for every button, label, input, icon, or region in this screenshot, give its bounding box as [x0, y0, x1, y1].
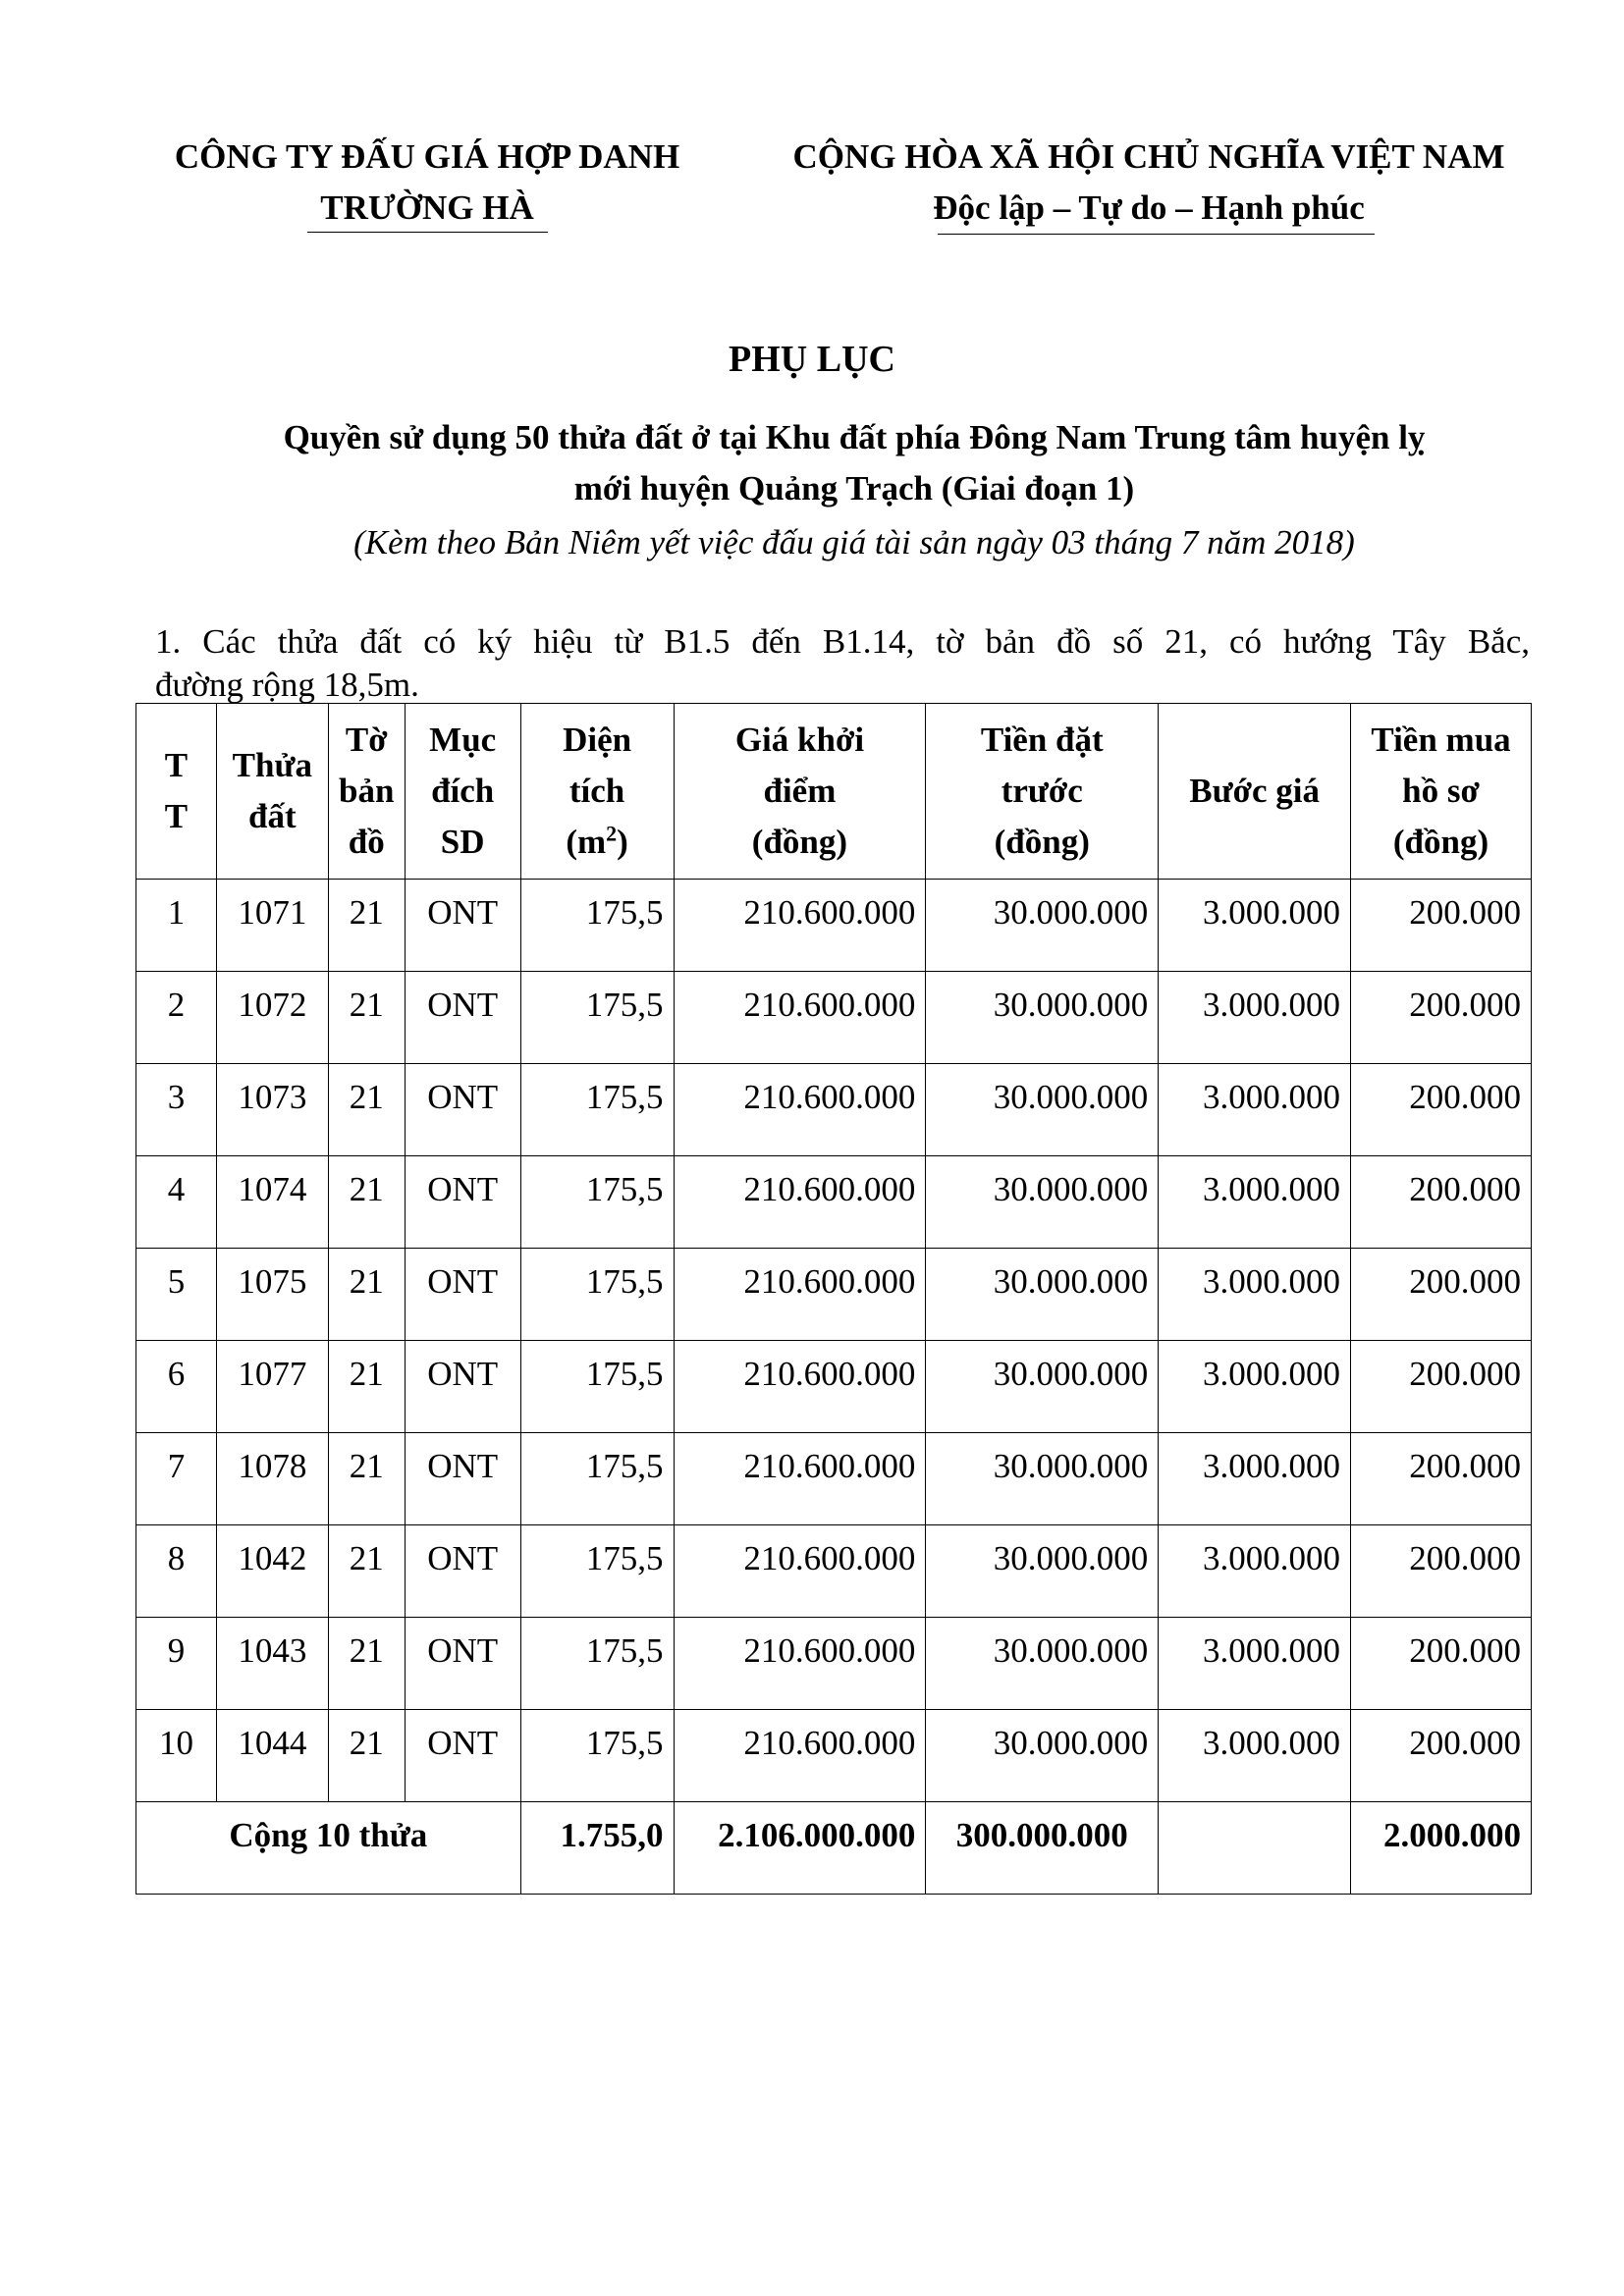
cell-step: 3.000.000 [1159, 1710, 1351, 1802]
motto-underline [938, 234, 1375, 235]
cell-tt: 8 [136, 1525, 217, 1618]
table-row [136, 1341, 1532, 1433]
cell-sheet: 21 [328, 1064, 405, 1156]
cell-price: 210.600.000 [674, 972, 926, 1064]
section-description-line2: đường rộng 18,5m. [155, 666, 419, 704]
cell-price: 210.600.000 [674, 1525, 926, 1618]
cell-price: 210.600.000 [674, 880, 926, 972]
cell-area: 175,5 [520, 1618, 674, 1710]
total-price: 2.106.000.000 [674, 1802, 926, 1895]
total-step [1159, 1802, 1351, 1895]
header-price-step: Bước giá [1159, 704, 1351, 880]
table-row [136, 972, 1532, 1064]
cell-sheet: 21 [328, 1433, 405, 1525]
cell-area: 175,5 [520, 1064, 674, 1156]
org-header [137, 132, 717, 234]
cell-price: 210.600.000 [674, 1341, 926, 1433]
cell-area: 175,5 [520, 1433, 674, 1525]
table-row [136, 1064, 1532, 1156]
header-dossier-fee: Tiền mua hồ sơ (đồng) [1351, 704, 1532, 880]
table-row [136, 1618, 1532, 1710]
cell-area: 175,5 [520, 1525, 674, 1618]
cell-tt: 4 [136, 1156, 217, 1249]
document-note: (Kèm theo Bản Niêm yết việc đấu giá tài sản ngày 03 tháng 7 năm 2018) [353, 523, 1355, 561]
table-header-row [136, 704, 1532, 880]
cell-parcel: 1075 [216, 1249, 328, 1341]
total-deposit: 300.000.000 [926, 1802, 1159, 1895]
subtitle-line1: Quyền sử dụng 50 thửa đất ở tại Khu đất phía Đông Nam Trung tâm huyện lỵ [283, 418, 1426, 456]
table-row [136, 1156, 1532, 1249]
cell-tt: 3 [136, 1064, 217, 1156]
cell-parcel: 1077 [216, 1341, 328, 1433]
cell-parcel: 1071 [216, 880, 328, 972]
cell-sheet: 21 [328, 1525, 405, 1618]
cell-deposit: 30.000.000 [926, 1618, 1159, 1710]
land-parcel-table [135, 703, 1532, 1895]
cell-purpose: ONT [405, 1433, 520, 1525]
table-row [136, 1433, 1532, 1525]
national-header [741, 132, 1556, 234]
document-subtitle [177, 412, 1532, 514]
cell-tt: 2 [136, 972, 217, 1064]
cell-fee: 200.000 [1351, 1156, 1532, 1249]
cell-fee: 200.000 [1351, 1249, 1532, 1341]
total-fee: 2.000.000 [1351, 1802, 1532, 1895]
cell-fee: 200.000 [1351, 1525, 1532, 1618]
cell-sheet: 21 [328, 1156, 405, 1249]
cell-price: 210.600.000 [674, 1249, 926, 1341]
cell-tt: 6 [136, 1341, 217, 1433]
cell-price: 210.600.000 [674, 1710, 926, 1802]
cell-purpose: ONT [405, 880, 520, 972]
cell-tt: 5 [136, 1249, 217, 1341]
total-label: Cộng 10 thửa [136, 1802, 521, 1895]
cell-tt: 1 [136, 880, 217, 972]
header-parcel: Thửa đất [216, 704, 328, 880]
org-name-line1: CÔNG TY ĐẤU GIÁ HỢP DANH [174, 137, 680, 176]
cell-price: 210.600.000 [674, 1618, 926, 1710]
cell-sheet: 21 [328, 1341, 405, 1433]
cell-deposit: 30.000.000 [926, 1249, 1159, 1341]
cell-purpose: ONT [405, 1341, 520, 1433]
cell-tt: 7 [136, 1433, 217, 1525]
header-starting-price: Giá khởi điểm (đồng) [674, 704, 926, 880]
total-area: 1.755,0 [520, 1802, 674, 1895]
cell-purpose: ONT [405, 1710, 520, 1802]
cell-purpose: ONT [405, 972, 520, 1064]
cell-step: 3.000.000 [1159, 1618, 1351, 1710]
cell-area: 175,5 [520, 880, 674, 972]
cell-area: 175,5 [520, 1249, 674, 1341]
header-map-sheet: Tờ bản đồ [328, 704, 405, 880]
cell-deposit: 30.000.000 [926, 1156, 1159, 1249]
cell-sheet: 21 [328, 1249, 405, 1341]
cell-purpose: ONT [405, 1249, 520, 1341]
cell-parcel: 1073 [216, 1064, 328, 1156]
cell-fee: 200.000 [1351, 880, 1532, 972]
cell-step: 3.000.000 [1159, 880, 1351, 972]
cell-price: 210.600.000 [674, 1064, 926, 1156]
cell-sheet: 21 [328, 972, 405, 1064]
org-underline [307, 232, 548, 233]
cell-fee: 200.000 [1351, 1618, 1532, 1710]
cell-step: 3.000.000 [1159, 1433, 1351, 1525]
cell-parcel: 1042 [216, 1525, 328, 1618]
cell-parcel: 1072 [216, 972, 328, 1064]
document-title: PHỤ LỤC [729, 339, 895, 380]
cell-sheet: 21 [328, 880, 405, 972]
cell-purpose: ONT [405, 1156, 520, 1249]
cell-step: 3.000.000 [1159, 1525, 1351, 1618]
cell-tt: 9 [136, 1618, 217, 1710]
header-tt: T T [136, 704, 217, 880]
cell-fee: 200.000 [1351, 1433, 1532, 1525]
cell-step: 3.000.000 [1159, 1156, 1351, 1249]
cell-purpose: ONT [405, 1525, 520, 1618]
cell-fee: 200.000 [1351, 1064, 1532, 1156]
cell-fee: 200.000 [1351, 1710, 1532, 1802]
cell-area: 175,5 [520, 972, 674, 1064]
cell-parcel: 1074 [216, 1156, 328, 1249]
org-name-line2: TRƯỜNG HÀ [320, 188, 534, 227]
cell-purpose: ONT [405, 1064, 520, 1156]
cell-step: 3.000.000 [1159, 1249, 1351, 1341]
cell-deposit: 30.000.000 [926, 1341, 1159, 1433]
table-row [136, 880, 1532, 972]
cell-price: 210.600.000 [674, 1156, 926, 1249]
cell-sheet: 21 [328, 1710, 405, 1802]
cell-sheet: 21 [328, 1618, 405, 1710]
cell-fee: 200.000 [1351, 1341, 1532, 1433]
cell-step: 3.000.000 [1159, 972, 1351, 1064]
cell-deposit: 30.000.000 [926, 972, 1159, 1064]
nation-name: CỘNG HÒA XÃ HỘI CHỦ NGHĨA VIỆT NAM [792, 137, 1505, 176]
cell-area: 175,5 [520, 1341, 674, 1433]
subtitle-line2: mới huyện Quảng Trạch (Giai đoạn 1) [573, 469, 1135, 507]
header-purpose: Mục đích SD [405, 704, 520, 880]
table-row [136, 1525, 1532, 1618]
cell-tt: 10 [136, 1710, 217, 1802]
table-row [136, 1710, 1532, 1802]
cell-step: 3.000.000 [1159, 1064, 1351, 1156]
header-deposit: Tiền đặt trước (đồng) [926, 704, 1159, 880]
table-row [136, 1249, 1532, 1341]
nation-motto: Độc lập – Tự do – Hạnh phúc [933, 188, 1365, 227]
cell-step: 3.000.000 [1159, 1341, 1351, 1433]
header-area: Diện tích $(m^2)$ [520, 704, 674, 880]
cell-area: 175,5 [520, 1710, 674, 1802]
cell-parcel: 1044 [216, 1710, 328, 1802]
cell-parcel: 1043 [216, 1618, 328, 1710]
total-row [136, 1802, 1532, 1895]
cell-deposit: 30.000.000 [926, 1710, 1159, 1802]
cell-parcel: 1078 [216, 1433, 328, 1525]
cell-deposit: 30.000.000 [926, 1525, 1159, 1618]
cell-deposit: 30.000.000 [926, 880, 1159, 972]
section-description-line1: 1. Các thửa đất có ký hiệu từ B1.5 đến B1.14, tờ bản đồ số 21, có hướng Tây Bắc, [155, 622, 1530, 661]
cell-deposit: 30.000.000 [926, 1433, 1159, 1525]
cell-price: 210.600.000 [674, 1433, 926, 1525]
cell-purpose: ONT [405, 1618, 520, 1710]
cell-deposit: 30.000.000 [926, 1064, 1159, 1156]
cell-area: 175,5 [520, 1156, 674, 1249]
cell-fee: 200.000 [1351, 972, 1532, 1064]
